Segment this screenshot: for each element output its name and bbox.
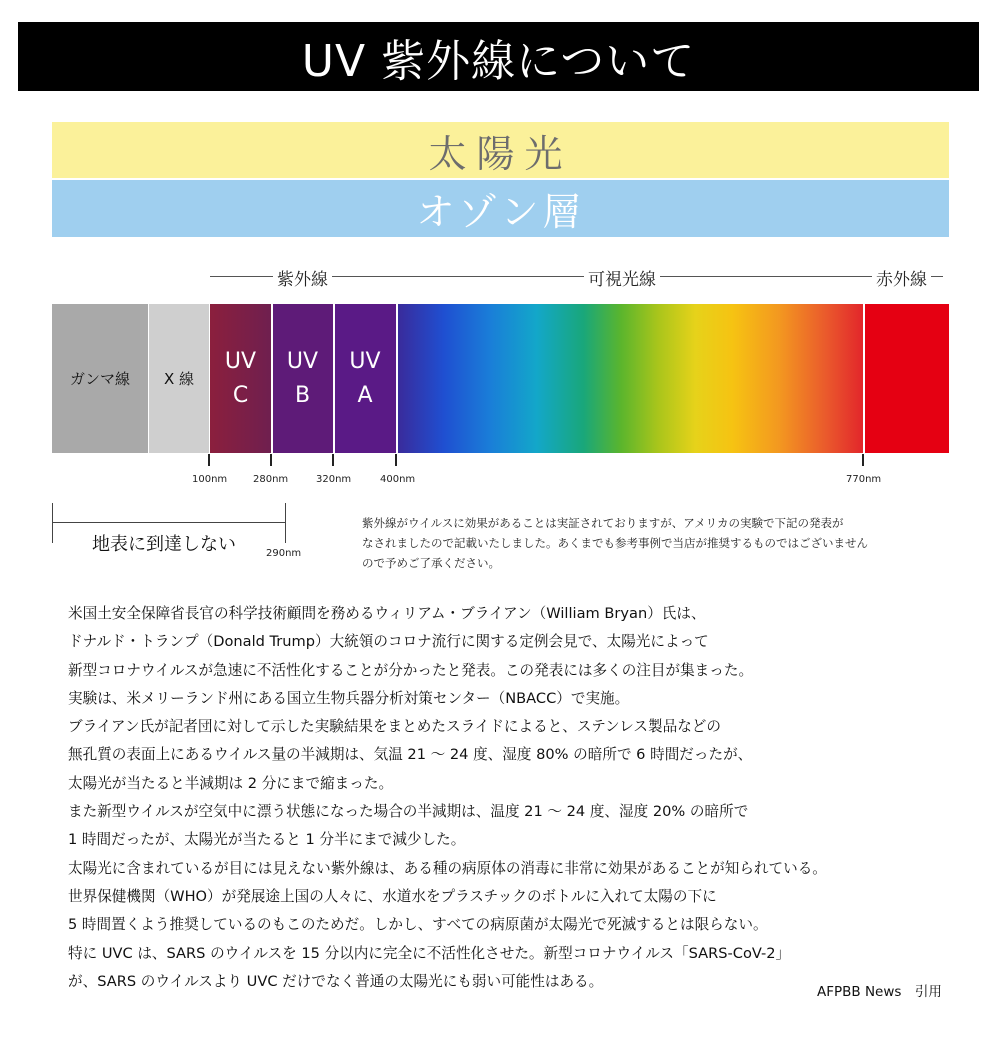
uvb-label-bottom: B	[294, 382, 311, 408]
tick-400nm	[395, 454, 397, 466]
body-line: 新型コロナウイルスが急速に不活性化することが分かったと発表。この発表には多くの注目が集まった。	[68, 661, 754, 679]
uvc-block	[210, 304, 271, 453]
infrared-block	[864, 304, 949, 453]
body-line: 太陽光に含まれているが目には見えない紫外線は、ある種の病原体の消毒に非常に効果があることが知られている。	[68, 859, 827, 877]
body-line: 特に UVC は、SARS のウイルスを 15 分以内に完全に不活性化させた。新型コロナウイルス「SARS-CoV-2」	[68, 944, 791, 962]
body-line: 太陽光が当たると半減期は 2 分にまで縮まった。	[68, 774, 394, 792]
uva-label-bottom: A	[357, 382, 373, 408]
uvb-block	[272, 304, 333, 453]
page-title: UV 紫外線について	[18, 22, 979, 91]
ozone-layer-band: オゾン層	[52, 180, 949, 237]
body-line: ブライアン氏が記者団に対して示した実験結果をまとめたスライドによると、ステンレス製品などの	[68, 718, 721, 736]
gamma-ray-label: ガンマ線	[69, 370, 130, 388]
visible-spectrum-block	[397, 304, 863, 453]
uva-label-top: UV	[349, 348, 381, 374]
uvc-label-bottom: C	[232, 382, 249, 408]
divider-uvc-uvb	[271, 304, 273, 453]
x-ray-block	[149, 304, 209, 453]
body-line: 5 時間置くよう推奨しているのもこのためだ。しかし、すべての病原菌が太陽光で死滅するとは限らない。	[68, 916, 768, 934]
body-line: また新型ウイルスが空気中に漂う状態になった場合の半減期は、温度 21 ～ 24 度、湿度 20% の暗所で	[68, 803, 749, 821]
note-line: なされましたので記載いたしました。あくまでも参考事例で当店が推奨するものではございません	[362, 536, 868, 550]
visible-category-label: 可視光線	[584, 265, 660, 290]
uvc-label-top: UV	[224, 348, 257, 374]
ground-unreached-label: 地表に到達しない	[92, 534, 236, 555]
gamma-ray-block	[52, 304, 148, 453]
wavelength-280nm: 280nm	[253, 474, 289, 485]
uvb-label-top: UV	[286, 348, 319, 374]
body-line: 1 時間だったが、太陽光が当たると 1 分半にまで減少した。	[68, 831, 466, 849]
body-line: 実験は、米メリーランド州にある国立生物兵器分析対策センター（NBACC）で実施。	[68, 689, 630, 707]
divider-uva-visible	[396, 304, 398, 453]
disclaimer-note	[362, 513, 937, 573]
wavelength-320nm: 320nm	[316, 474, 352, 485]
body-line: 米国土安全保障省長官の科学技術顧問を務めるウィリアム・ブライアン（William Bryan）氏は、	[68, 605, 706, 622]
body-line: ドナルド・トランプ（Donald Trump）大統領のコロナ流行に関する定例会見で、太陽光によって	[68, 633, 709, 651]
sunlight-band: 太陽光	[52, 122, 949, 178]
tick-100nm	[208, 454, 210, 466]
article-body	[68, 600, 948, 996]
x-ray-label: X 線	[163, 370, 195, 388]
body-line: が、SARS のウイルスより UVC だけでなく普通の太陽光にも弱い可能性はある。	[68, 972, 604, 990]
tick-280nm	[270, 454, 272, 466]
divider-uvb-uva	[333, 304, 335, 453]
wavelength-290nm: 290nm	[266, 548, 302, 559]
body-line: 世界保健機関（WHO）が発展途上国の人々に、水道水をプラスチックのボトルに入れて太陽の下に	[68, 887, 717, 905]
note-line: 紫外線がウイルスに効果があることは実証されておりますが、アメリカの実験で下記の発表が	[362, 516, 844, 530]
note-line: ので予めご了承ください。	[362, 556, 500, 570]
tick-320nm	[332, 454, 334, 466]
uv-category-label: 紫外線	[273, 265, 332, 290]
uva-block	[334, 304, 396, 453]
infrared-category-label: 赤外線	[872, 265, 931, 290]
wavelength-770nm: 770nm	[846, 474, 882, 485]
wavelength-100nm: 100nm	[192, 474, 228, 485]
source-credit: AFPBB News 引用	[817, 984, 942, 1000]
wavelength-400nm: 400nm	[380, 474, 416, 485]
divider-visible-ir	[863, 304, 865, 453]
body-line: 無孔質の表面上にあるウイルス量の半減期は、気温 21 ～ 24 度、湿度 80% の暗所で 6 時間だったが、	[68, 746, 753, 764]
tick-770nm	[862, 454, 864, 466]
